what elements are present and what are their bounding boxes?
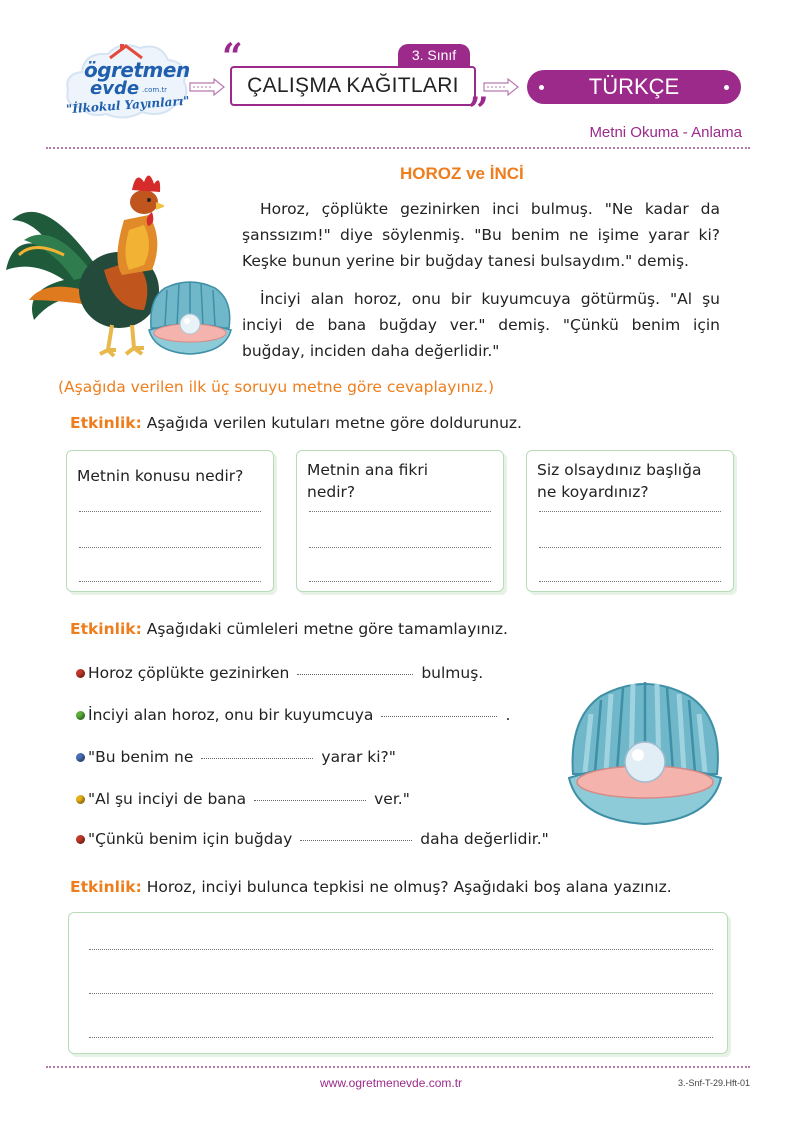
story-title: HOROZ ve İNCİ <box>400 164 524 183</box>
footer-website-link[interactable]: www.ogretmenevde.com.tr <box>320 1076 463 1090</box>
activity-label: Etkinlik: <box>70 878 142 896</box>
sentence-start: "Al şu inciyi de bana <box>88 790 247 808</box>
subject-badge <box>527 70 741 104</box>
activity-text: Aşağıda verilen kutuları metne göre doldurunuz. <box>146 414 522 432</box>
answer-line[interactable] <box>79 547 261 548</box>
bullet-icon <box>76 795 85 804</box>
sentence-end: bulmuş. <box>421 664 484 682</box>
arrow-right-icon <box>188 78 226 96</box>
sentence-2 <box>76 706 510 724</box>
sentence-start: Horoz çöplükte gezinirken <box>88 664 290 682</box>
open-quote-icon: “ <box>222 36 243 78</box>
answer-line[interactable] <box>79 511 261 512</box>
answer-line[interactable] <box>89 1037 713 1038</box>
activity-3-heading <box>70 878 672 896</box>
fill-blank[interactable] <box>254 797 366 801</box>
sentence-4 <box>76 790 410 808</box>
topic-label: Metni Okuma - Anlama <box>589 124 742 141</box>
activity-1-heading <box>70 414 522 432</box>
arrow-right-icon <box>482 78 520 96</box>
box-question: Metnin ana fikri nedir? <box>307 461 429 501</box>
activity-2-heading <box>70 620 508 638</box>
bullet-icon <box>76 835 85 844</box>
sentence-end: yarar ki?" <box>321 748 396 766</box>
answer-line[interactable] <box>539 511 721 512</box>
pearl-shell-illustration <box>565 678 725 828</box>
answer-box-topic[interactable] <box>66 450 274 592</box>
answer-line[interactable] <box>79 581 261 582</box>
close-quote-icon: ” <box>468 90 489 132</box>
fill-blank[interactable] <box>381 713 497 717</box>
answer-box-reaction[interactable] <box>68 912 728 1054</box>
sentence-start: "Bu benim ne <box>88 748 194 766</box>
dot-icon <box>724 85 729 90</box>
story-paragraph-1: Horoz, çöplükte gezinirken inci bulmuş. "Ne kadar da şanssızım!" diye söylenmiş. "Bu benim ne işime yarar ki? Keşke bunun yerine bir buğday tanesi bulsaydım." demiş. <box>242 200 720 270</box>
rooster-illustration <box>4 160 164 360</box>
subject-label: TÜRKÇE <box>588 74 680 99</box>
answer-box-title[interactable] <box>526 450 734 592</box>
sentence-start: "Çünkü benim için buğday <box>88 830 293 848</box>
bullet-icon <box>76 711 85 720</box>
logo-text-ogretmen: ögretmen <box>84 58 190 82</box>
box-question: Metnin konusu nedir? <box>77 467 244 485</box>
logo-domain: .com.tr <box>142 86 168 94</box>
divider <box>46 147 750 149</box>
answer-box-main-idea[interactable] <box>296 450 504 592</box>
answer-line[interactable] <box>89 993 713 994</box>
divider <box>46 1066 750 1068</box>
activity-label: Etkinlik: <box>70 414 142 432</box>
answer-line[interactable] <box>539 547 721 548</box>
sentence-3 <box>76 748 396 766</box>
logo-tagline: "İlkokul Yayınları" <box>65 93 190 117</box>
sentence-1 <box>76 664 483 682</box>
page-title: ÇALIŞMA KAĞITLARI <box>230 66 476 106</box>
answer-line[interactable] <box>309 511 491 512</box>
fill-blank[interactable] <box>300 837 412 841</box>
story-paragraph-2: İnciyi alan horoz, onu bir kuyumcuya götürmüş. "Al şu inciyi de bana buğday ver." demiş. "Çünkü benim için buğday, inciden daha değerlidir." <box>242 290 720 360</box>
dot-icon <box>539 85 544 90</box>
grade-badge: 3. Sınıf <box>398 44 470 66</box>
pearl-shell-illustration <box>145 278 235 358</box>
instruction-text: (Aşağıda verilen ilk üç soruyu metne göre cevaplayınız.) <box>58 378 494 396</box>
activity-text: Aşağıdaki cümleleri metne göre tamamlayınız. <box>146 620 508 638</box>
logo-text-evde: evde <box>90 78 140 99</box>
activity-text: Horoz, inciyi bulunca tepkisi ne olmuş? Aşağıdaki boş alana yazınız. <box>146 878 672 896</box>
answer-line[interactable] <box>309 547 491 548</box>
activity-label: Etkinlik: <box>70 620 142 638</box>
footer-document-code: 3.-Snf-T-29.Hft-01 <box>677 1078 750 1088</box>
answer-line[interactable] <box>309 581 491 582</box>
bullet-icon <box>76 753 85 762</box>
fill-blank[interactable] <box>201 755 313 759</box>
sentence-end: ver." <box>374 790 410 808</box>
answer-line[interactable] <box>89 949 713 950</box>
fill-blank[interactable] <box>297 671 413 675</box>
sentence-end: . <box>505 706 511 724</box>
sentence-5 <box>76 830 549 848</box>
bullet-icon <box>76 669 85 678</box>
box-question: Siz olsaydınız başlığa ne koyardınız? <box>537 461 702 501</box>
sentence-start: İnciyi alan horoz, onu bir kuyumcuya <box>88 706 374 724</box>
sentence-end: daha değerlidir." <box>420 830 549 848</box>
answer-line[interactable] <box>539 581 721 582</box>
